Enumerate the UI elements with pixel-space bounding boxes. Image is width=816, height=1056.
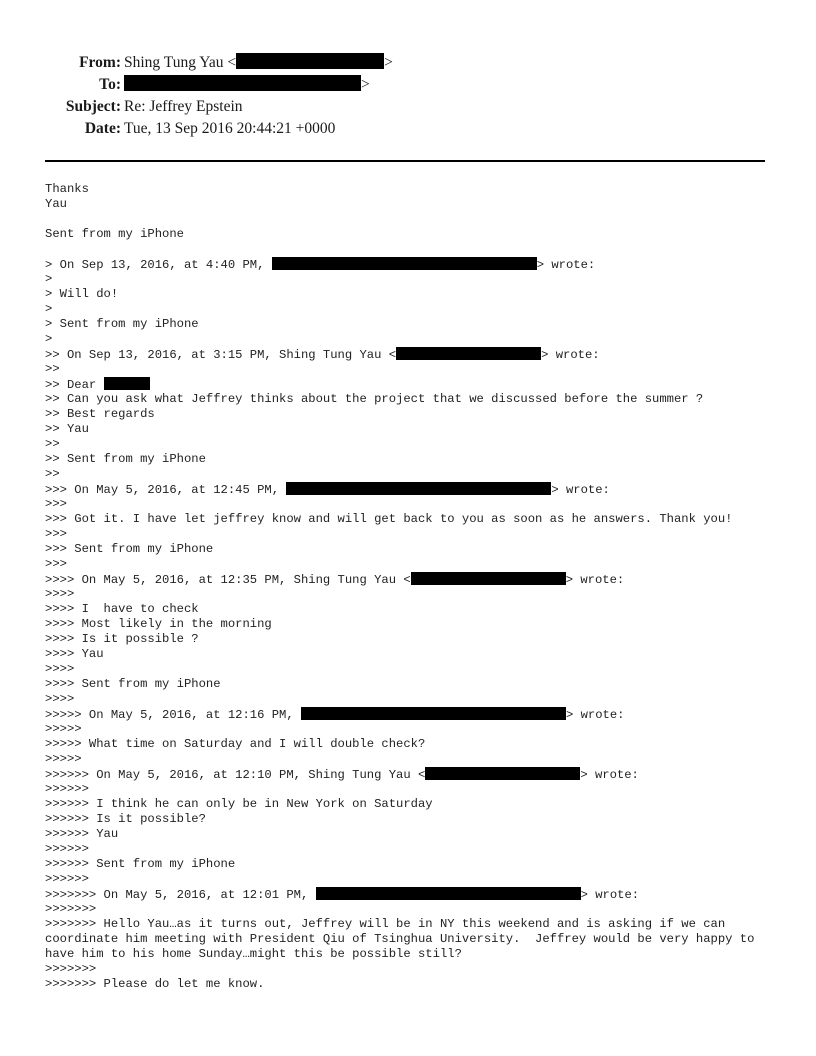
header-divider <box>45 160 765 162</box>
quote-header-text: >>> On May 5, 2016, at 12:45 PM, <box>45 483 287 497</box>
body-line: >> Yau <box>45 422 89 436</box>
to-label: To: <box>99 76 121 93</box>
redaction-box <box>301 707 566 720</box>
salutation-text: >> Dear <box>45 378 104 392</box>
body-line: >>> <box>45 527 67 541</box>
body-line: >>>>>> <box>45 872 89 886</box>
quote-header-text: >>>>>>> On May 5, 2016, at 12:01 PM, <box>45 888 316 902</box>
redaction-box <box>272 257 537 270</box>
subject-label: Subject: <box>65 98 121 115</box>
from-value <box>124 52 393 74</box>
redaction-box <box>316 887 581 900</box>
email-body <box>45 182 785 992</box>
body-line: >>> <box>45 497 67 511</box>
subject-value: Re: Jeffrey Epstein <box>124 98 243 115</box>
body-line: >>>> Yau <box>45 647 104 661</box>
to-close: > <box>361 76 370 93</box>
body-line: Sent from my iPhone <box>45 227 184 241</box>
from-name: Shing Tung Yau < <box>124 54 237 71</box>
body-line: >>>>>> I think he can only be in New York on Saturday <box>45 797 433 811</box>
body-line: >>>> Most likely in the morning <box>45 617 272 631</box>
body-line: >>>> I have to check <box>45 602 199 616</box>
quote-header-line <box>45 257 785 272</box>
quote-header-wrote: > wrote: <box>565 708 625 722</box>
salutation-line <box>45 377 785 392</box>
body-line: >>>> <box>45 662 75 676</box>
redaction-box <box>396 347 541 360</box>
body-line: >> Sent from my iPhone <box>45 452 206 466</box>
redaction-box <box>124 75 361 91</box>
quote-header-wrote: > wrote: <box>565 573 625 587</box>
redaction-box <box>104 377 150 390</box>
quote-header-line <box>45 767 785 782</box>
quote-header-text: > On Sep 13, 2016, at 4:40 PM, <box>45 258 272 272</box>
quote-header-line <box>45 482 785 497</box>
quote-header-text: >> On Sep 13, 2016, at 3:15 PM, Shing Tung Yau < <box>45 348 397 362</box>
quote-header-line <box>45 572 785 587</box>
body-line: >> <box>45 362 60 376</box>
redaction-box <box>236 53 384 69</box>
quote-header-text: >>>>>> On May 5, 2016, at 12:10 PM, Shing Tung Yau < <box>45 768 426 782</box>
body-line: >> Best regards <box>45 407 155 421</box>
from-close: > <box>384 54 393 71</box>
quote-header-text: >>>>> On May 5, 2016, at 12:16 PM, <box>45 708 301 722</box>
body-line: >>>>>> <box>45 782 89 796</box>
quote-header-line <box>45 347 785 362</box>
body-line: >>>>>>> Hello Yau…as it turns out, Jeffrey will be in NY this weekend and is asking if we can coordinate him meeting with President Qiu of Tsinghua University. Jeffrey would be very happy to have him to his home Sunday…might this be possible still? <box>45 917 762 961</box>
quote-header-wrote: > wrote: <box>541 348 600 362</box>
body-line: >>>>>>> <box>45 902 97 916</box>
quote-header-wrote: > wrote: <box>551 483 610 497</box>
body-line: >>>> <box>45 587 75 601</box>
quote-header-wrote: > wrote: <box>580 768 639 782</box>
from-label: From: <box>79 54 121 71</box>
body-line: >>>> <box>45 692 75 706</box>
redaction-box <box>425 767 580 780</box>
body-line: >> <box>45 437 60 451</box>
redaction-box <box>411 572 566 585</box>
body-line: >>>>> <box>45 722 82 736</box>
body-line: >>> <box>45 557 67 571</box>
date-label: Date: <box>84 120 121 137</box>
body-line: > Will do! <box>45 287 119 301</box>
blank-line <box>45 212 785 227</box>
body-line: > <box>45 332 53 346</box>
date-value: Tue, 13 Sep 2016 20:44:21 +0000 <box>124 120 336 137</box>
body-line: >>> Sent from my iPhone <box>45 542 214 556</box>
body-line: >>>>> <box>45 752 82 766</box>
to-value <box>124 74 370 96</box>
body-line: >>>>>> Is it possible? <box>45 812 206 826</box>
body-line: >>> Got it. I have let jeffrey know and will get back to you as soon as he answers. Thank you! <box>45 512 733 526</box>
body-line: >>>> Sent from my iPhone <box>45 677 221 691</box>
body-line: >>>>>> Yau <box>45 827 119 841</box>
body-line: >> Can you ask what Jeffrey thinks about the project that we discussed before the summer ? <box>45 392 704 406</box>
quote-header-wrote: > wrote: <box>580 888 640 902</box>
body-line: >>>>>>> <box>45 962 97 976</box>
body-line: >>>>>>> Please do let me know. <box>45 977 265 991</box>
quote-header-wrote: > wrote: <box>536 258 596 272</box>
body-line: >>>> Is it possible ? <box>45 632 199 646</box>
quote-header-text: >>>> On May 5, 2016, at 12:35 PM, Shing Tung Yau < <box>45 573 411 587</box>
body-line: >> <box>45 467 60 481</box>
body-line: >>>>>> <box>45 842 89 856</box>
body-line: > <box>45 272 53 286</box>
body-line: > Sent from my iPhone <box>45 317 199 331</box>
body-line: Yau <box>45 197 67 211</box>
body-line: >>>>> What time on Saturday and I will double check? <box>45 737 426 751</box>
redaction-box <box>286 482 551 495</box>
body-line: Thanks <box>45 182 89 196</box>
body-line: > <box>45 302 53 316</box>
blank-line <box>45 242 785 257</box>
quote-header-line <box>45 707 785 722</box>
quote-header-line <box>45 887 785 902</box>
body-line: >>>>>> Sent from my iPhone <box>45 857 236 871</box>
